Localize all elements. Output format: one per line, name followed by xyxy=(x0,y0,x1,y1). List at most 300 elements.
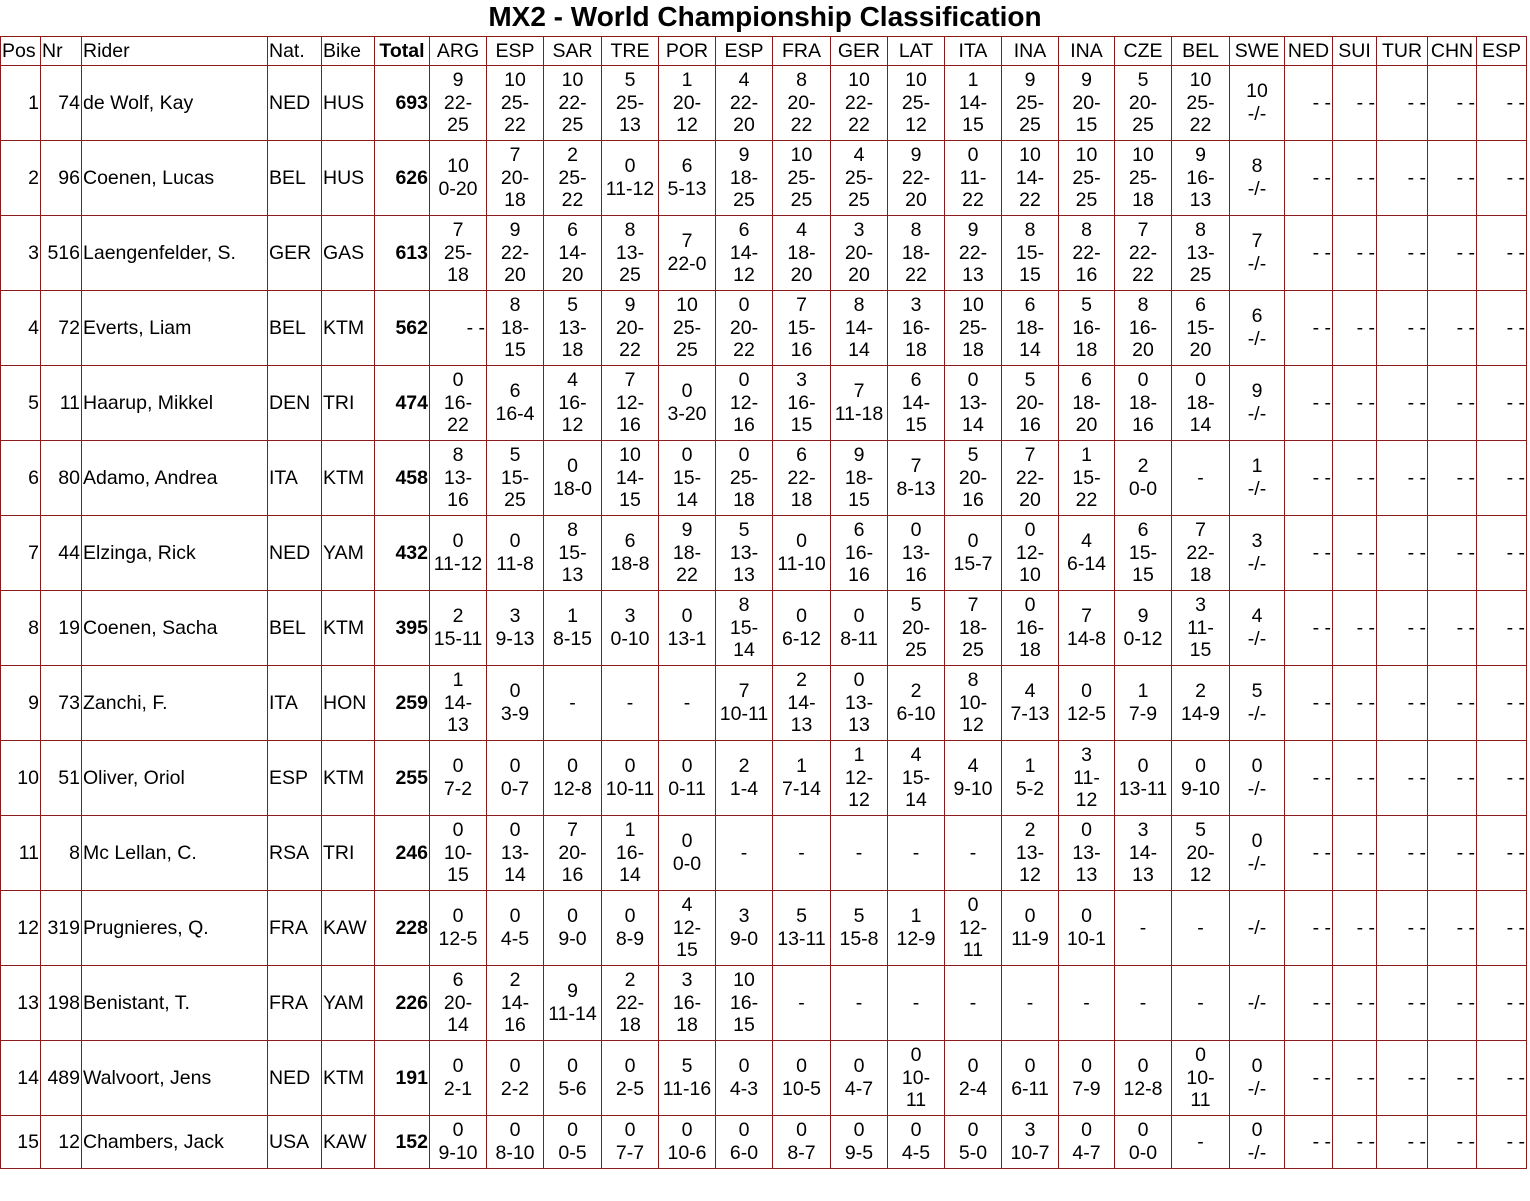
race-result-line: 0 xyxy=(967,530,979,553)
race-result-cell xyxy=(1115,1116,1172,1169)
race-result-cell xyxy=(1059,1116,1115,1169)
race-result-line: 5 xyxy=(796,905,807,928)
race-result-cell xyxy=(659,816,716,891)
race-result-line: 22 xyxy=(848,114,870,137)
race-result-line: - xyxy=(912,991,920,1014)
race-result-line: 13 xyxy=(733,564,755,587)
race-result-line: 0 xyxy=(624,155,636,178)
race-result-line: - - xyxy=(1312,691,1331,714)
race-result-line: - - xyxy=(1506,391,1525,414)
race-result-line: - - xyxy=(1312,991,1331,1014)
race-result-line: 5 xyxy=(567,293,578,316)
race-result-line: 15 xyxy=(1132,564,1154,587)
race-result-line: - - xyxy=(1312,541,1331,564)
race-result-line: 9 xyxy=(1137,605,1149,628)
race-result-cell xyxy=(773,1116,831,1169)
race-result-line: 6 xyxy=(509,380,521,403)
race-result-line: 7-7 xyxy=(615,1142,645,1164)
race-result-line: 4 xyxy=(967,755,979,778)
race-result-cell xyxy=(773,141,831,216)
race-result-line: 6 xyxy=(796,443,807,466)
race-result-cell xyxy=(1333,441,1377,516)
race-result-line: 0 xyxy=(1081,905,1092,928)
race-result-line: 20 xyxy=(733,114,755,137)
race-result-line: 13-11 xyxy=(777,928,826,950)
race-result-cell xyxy=(773,1041,831,1116)
race-result-line: 25 xyxy=(561,114,584,137)
race-result-line: 8 xyxy=(1024,218,1036,241)
race-result-cell xyxy=(1230,291,1285,366)
race-result-line: 10- xyxy=(901,1066,931,1089)
race-result-cell xyxy=(1377,816,1428,891)
race-result-cell xyxy=(831,741,888,816)
race-result-line: 0 xyxy=(509,755,521,778)
race-result-line: 12- xyxy=(615,391,645,414)
cell-pos: 1 xyxy=(1,66,41,141)
race-result-line: 15- xyxy=(1015,241,1045,264)
race-result-cell xyxy=(544,591,602,666)
race-result-line: 11-14 xyxy=(548,1003,597,1025)
race-result-line: 2 xyxy=(796,668,807,691)
race-result-line: 0 xyxy=(853,605,865,628)
cell-total: 458 xyxy=(375,441,430,516)
race-result-cell xyxy=(1477,816,1527,891)
race-result-line: - xyxy=(740,841,748,864)
race-result-cell xyxy=(1285,816,1333,891)
race-result-line: 16- xyxy=(443,391,473,414)
race-result-line: 0 xyxy=(1024,593,1036,616)
race-result-cell xyxy=(888,516,945,591)
race-result-line: 0 xyxy=(681,605,693,628)
col-header-race: ESP xyxy=(1477,37,1527,66)
race-result-cell xyxy=(716,66,773,141)
race-result-cell xyxy=(1333,1041,1377,1116)
cell-bike: KAW xyxy=(322,1116,375,1169)
race-result-line: 11-12 xyxy=(433,553,483,575)
race-result-cell xyxy=(1002,591,1059,666)
race-result-line: 22 xyxy=(790,114,813,137)
race-result-cell xyxy=(602,741,659,816)
race-result-line: 16 xyxy=(504,1014,526,1037)
race-result-line: 3 xyxy=(1251,530,1263,553)
race-result-cell xyxy=(773,816,831,891)
race-result-line: 16- xyxy=(844,541,874,564)
race-result-cell xyxy=(773,741,831,816)
race-result-cell xyxy=(659,591,716,666)
cell-total: 152 xyxy=(375,1116,430,1169)
race-result-line: 0 xyxy=(1251,1055,1263,1078)
race-result-line: 6 xyxy=(1137,518,1149,541)
race-result-line: 6 xyxy=(681,155,693,178)
race-result-line: 0 xyxy=(452,1119,464,1142)
race-result-cell xyxy=(544,1041,602,1116)
race-result-line: 20 xyxy=(561,264,584,287)
race-result-line: 18 xyxy=(1075,339,1098,362)
race-result-cell xyxy=(1172,1041,1230,1116)
race-result-cell xyxy=(1477,666,1527,741)
race-result-line: 0 xyxy=(910,518,922,541)
race-result-line: 22- xyxy=(1186,541,1215,564)
race-result-line: 0 xyxy=(1195,1043,1206,1066)
race-result-cell xyxy=(1230,1041,1285,1116)
race-result-line: 15 xyxy=(504,339,526,362)
race-result-cell xyxy=(831,366,888,441)
race-result-line: 4 xyxy=(853,143,865,166)
race-result-line: 16- xyxy=(1072,316,1101,339)
race-result-cell xyxy=(1285,141,1333,216)
race-result-cell xyxy=(1377,1116,1428,1169)
race-result-line: 25- xyxy=(500,91,530,114)
race-result-cell xyxy=(430,66,487,141)
race-result-line: 12- xyxy=(672,916,702,939)
cell-nr: 319 xyxy=(41,891,82,966)
race-result-line: 7 xyxy=(1251,230,1263,253)
race-result-cell xyxy=(1230,66,1285,141)
race-result-line: 7 xyxy=(509,143,521,166)
race-result-cell xyxy=(1377,966,1428,1041)
race-result-cell xyxy=(430,741,487,816)
race-result-line: 4 xyxy=(681,893,693,916)
race-result-cell xyxy=(659,441,716,516)
race-result-cell xyxy=(1172,291,1230,366)
race-result-cell xyxy=(831,516,888,591)
cell-rider: Mc Lellan, C. xyxy=(82,816,268,891)
race-result-cell xyxy=(1230,366,1285,441)
race-result-cell xyxy=(544,66,602,141)
race-result-line: 14- xyxy=(844,316,874,339)
race-result-line: 22- xyxy=(844,91,874,114)
race-result-line: - - xyxy=(1407,691,1426,714)
race-result-line: 2-4 xyxy=(958,1078,988,1100)
race-result-cell xyxy=(716,666,773,741)
cell-nat: BEL xyxy=(268,591,322,666)
cell-nat: NED xyxy=(268,516,322,591)
race-result-line: - - xyxy=(1312,91,1331,114)
race-result-cell xyxy=(716,816,773,891)
race-result-line: 10 xyxy=(1019,564,1041,587)
race-result-line: -/- xyxy=(1247,478,1267,500)
race-result-line: 12- xyxy=(729,391,759,414)
race-result-line: -/- xyxy=(1247,553,1267,575)
race-result-cell xyxy=(602,891,659,966)
race-result-line: 0 xyxy=(681,830,693,853)
race-result-line: 7 xyxy=(910,455,922,478)
race-result-line: 18- xyxy=(1186,391,1215,414)
race-result-line: 5-0 xyxy=(958,1142,988,1164)
race-result-cell xyxy=(1428,591,1477,666)
col-header-race: CZE xyxy=(1115,37,1172,66)
race-result-cell xyxy=(1333,216,1377,291)
race-result-line: 7 xyxy=(796,293,807,316)
race-result-line: 13- xyxy=(1072,841,1101,864)
race-result-line: -/- xyxy=(1247,916,1267,939)
race-result-line: 15 xyxy=(1019,264,1041,287)
race-result-cell xyxy=(659,516,716,591)
race-result-cell xyxy=(1059,366,1115,441)
race-result-line: 18- xyxy=(729,166,759,189)
race-result-line: 10 xyxy=(905,68,927,91)
race-result-cell xyxy=(773,591,831,666)
race-result-cell xyxy=(1377,591,1428,666)
race-result-line: 20 xyxy=(1189,339,1212,362)
race-result-line: 14 xyxy=(733,639,755,662)
race-result-cell xyxy=(1059,741,1115,816)
cell-nat: NED xyxy=(268,66,322,141)
race-result-line: 13- xyxy=(1186,241,1215,264)
race-result-cell xyxy=(831,891,888,966)
race-result-line: - - xyxy=(1456,316,1475,339)
race-result-cell xyxy=(602,441,659,516)
race-result-line: 10-1 xyxy=(1066,928,1107,950)
race-result-line: -/- xyxy=(1247,103,1267,125)
race-result-line: 11 xyxy=(905,1089,927,1112)
race-result-line: - - xyxy=(1312,316,1331,339)
race-result-line: 15- xyxy=(500,466,530,489)
col-header-race: TUR xyxy=(1377,37,1428,66)
race-result-line: 14- xyxy=(729,241,759,264)
race-result-line: 13- xyxy=(901,541,931,564)
race-result-line: 7 xyxy=(681,230,693,253)
race-result-line: - - xyxy=(1312,391,1331,414)
race-result-line: 10-6 xyxy=(667,1142,707,1164)
cell-bike: KTM xyxy=(322,1041,375,1116)
race-result-line: - - xyxy=(1456,616,1475,639)
race-result-cell xyxy=(1428,1041,1477,1116)
race-result-line: 8 xyxy=(910,218,922,241)
race-result-line: - xyxy=(912,841,920,864)
race-result-line: 5 xyxy=(1081,293,1092,316)
race-result-line: 25 xyxy=(848,189,870,212)
race-result-line: - - xyxy=(466,316,485,339)
race-result-line: 12 xyxy=(1019,864,1041,887)
race-result-cell xyxy=(1230,816,1285,891)
race-result-line: 0 xyxy=(452,1055,464,1078)
table-row xyxy=(1,1116,1527,1169)
col-header-race: SUI xyxy=(1333,37,1377,66)
race-result-line: 9 xyxy=(967,218,979,241)
race-result-line: 20- xyxy=(443,991,473,1014)
race-result-line: 2 xyxy=(910,680,922,703)
race-result-line: 3 xyxy=(1137,818,1149,841)
race-result-line: 15- xyxy=(1186,316,1215,339)
race-result-line: 20 xyxy=(504,264,526,287)
race-result-cell xyxy=(1428,666,1477,741)
race-result-line: 0 xyxy=(853,1119,865,1142)
race-result-line: 5 xyxy=(853,905,865,928)
race-result-cell xyxy=(1002,666,1059,741)
race-result-line: 18- xyxy=(1072,391,1101,414)
race-result-line: 22 xyxy=(447,414,469,437)
race-result-line: 1 xyxy=(1251,455,1263,478)
race-result-line: 13- xyxy=(729,541,759,564)
cell-nat: ITA xyxy=(268,666,322,741)
race-result-line: 25- xyxy=(615,91,645,114)
race-result-line: -/- xyxy=(1247,1142,1267,1164)
col-header-race: SAR xyxy=(544,37,602,66)
cell-nr: 73 xyxy=(41,666,82,741)
race-result-line: 18-0 xyxy=(552,478,593,500)
race-result-cell xyxy=(487,891,544,966)
race-result-line: 12-8 xyxy=(1123,1078,1163,1100)
race-result-cell xyxy=(1333,966,1377,1041)
cell-bike: GAS xyxy=(322,216,375,291)
race-result-line: 5 xyxy=(509,443,521,466)
race-result-line: 0 xyxy=(509,905,521,928)
race-result-line: 18- xyxy=(672,541,702,564)
race-result-cell xyxy=(602,816,659,891)
race-result-line: 9 xyxy=(624,293,636,316)
race-result-line: 6 xyxy=(1024,293,1036,316)
cell-rider: Everts, Liam xyxy=(82,291,268,366)
race-result-cell xyxy=(1285,591,1333,666)
race-result-cell xyxy=(659,1116,716,1169)
race-result-line: 1 xyxy=(1024,755,1036,778)
race-result-line: 22- xyxy=(500,241,530,264)
race-result-cell xyxy=(487,141,544,216)
race-result-line: 16- xyxy=(901,316,931,339)
race-result-line: 22- xyxy=(901,166,931,189)
race-result-line: 13-11 xyxy=(1118,778,1168,800)
race-result-line: 0 xyxy=(1137,368,1149,391)
race-result-line: 0 xyxy=(509,818,521,841)
cell-pos: 13 xyxy=(1,966,41,1041)
race-result-line: - - xyxy=(1356,91,1375,114)
race-result-line: -/- xyxy=(1247,403,1267,425)
race-result-line: 0-10 xyxy=(610,628,650,650)
race-result-cell xyxy=(1115,966,1172,1041)
race-result-line: 18 xyxy=(1132,189,1154,212)
race-result-cell xyxy=(888,366,945,441)
race-result-line: 22 xyxy=(1019,189,1041,212)
race-result-line: - xyxy=(969,991,977,1014)
race-result-cell xyxy=(1477,441,1527,516)
race-result-line: 2-5 xyxy=(615,1078,645,1100)
race-result-line: 0 xyxy=(509,680,521,703)
cell-total: 191 xyxy=(375,1041,430,1116)
race-result-cell xyxy=(1285,1116,1333,1169)
race-result-line: 7 xyxy=(1081,605,1092,628)
race-result-line: 14- xyxy=(443,691,473,714)
race-result-line: 0 xyxy=(1081,818,1092,841)
race-result-line: - - xyxy=(1356,1130,1375,1153)
race-result-cell xyxy=(831,291,888,366)
race-result-cell xyxy=(544,141,602,216)
cell-pos: 15 xyxy=(1,1116,41,1169)
cell-nat: FRA xyxy=(268,966,322,1041)
race-result-line: 18- xyxy=(1128,391,1158,414)
race-result-line: 11-9 xyxy=(1011,928,1049,950)
race-result-cell xyxy=(1285,516,1333,591)
race-result-cell xyxy=(1333,1116,1377,1169)
race-result-line: 18- xyxy=(958,616,988,639)
race-result-line: 11-10 xyxy=(777,553,826,575)
race-result-cell xyxy=(831,1041,888,1116)
table-row xyxy=(1,1041,1527,1116)
race-result-line: 22- xyxy=(729,91,759,114)
race-result-cell xyxy=(945,66,1002,141)
race-result-cell xyxy=(1172,741,1230,816)
race-result-line: 1 xyxy=(681,68,693,91)
race-result-line: 0 xyxy=(452,755,464,778)
race-result-line: 16 xyxy=(733,414,755,437)
race-result-line: 0 xyxy=(681,755,693,778)
race-result-cell xyxy=(602,1041,659,1116)
race-result-cell xyxy=(888,741,945,816)
race-result-line: 12 xyxy=(962,714,984,737)
race-result-cell xyxy=(430,441,487,516)
race-result-cell xyxy=(1428,216,1477,291)
race-result-cell xyxy=(945,966,1002,1041)
race-result-line: 7-9 xyxy=(1072,1078,1101,1100)
race-result-line: 12- xyxy=(844,766,874,789)
race-result-cell xyxy=(1477,216,1527,291)
race-result-line: 7 xyxy=(967,593,979,616)
cell-nr: 72 xyxy=(41,291,82,366)
race-result-line: 0 xyxy=(1137,1055,1149,1078)
race-result-line: 15 xyxy=(447,864,469,887)
race-result-line: 0 xyxy=(1251,1119,1263,1142)
race-result-cell xyxy=(1115,291,1172,366)
race-result-cell xyxy=(716,291,773,366)
race-result-line: 0 xyxy=(738,443,750,466)
race-result-cell xyxy=(1172,66,1230,141)
race-result-cell xyxy=(1333,141,1377,216)
race-result-line: 20 xyxy=(848,264,870,287)
race-result-line: 3 xyxy=(853,218,865,241)
cell-nat: BEL xyxy=(268,141,322,216)
race-result-line: 25- xyxy=(901,91,931,114)
race-result-line: 13- xyxy=(615,241,645,264)
race-result-cell xyxy=(1477,966,1527,1041)
race-result-line: 6 xyxy=(853,518,865,541)
race-result-cell xyxy=(1285,216,1333,291)
race-result-line: - - xyxy=(1356,616,1375,639)
race-result-line: 14- xyxy=(615,466,645,489)
race-result-cell xyxy=(487,441,544,516)
race-result-line: 14-9 xyxy=(1180,703,1221,725)
race-result-cell xyxy=(1230,741,1285,816)
race-result-cell xyxy=(1333,741,1377,816)
race-result-cell xyxy=(1059,66,1115,141)
race-result-cell xyxy=(1059,441,1115,516)
race-result-line: 0 xyxy=(738,1119,750,1142)
race-result-line: 15- xyxy=(787,316,816,339)
col-header-bike: Bike xyxy=(322,37,375,66)
race-result-cell xyxy=(1002,1041,1059,1116)
race-result-cell xyxy=(1428,516,1477,591)
race-result-cell xyxy=(1115,216,1172,291)
race-result-line: 16 xyxy=(447,489,469,512)
race-result-line: 0 xyxy=(738,293,750,316)
race-result-line: 7 xyxy=(452,218,464,241)
cell-nat: ITA xyxy=(268,441,322,516)
cell-rider: Benistant, T. xyxy=(82,966,268,1041)
race-result-line: - xyxy=(969,841,977,864)
race-result-cell xyxy=(945,516,1002,591)
race-result-cell xyxy=(1230,666,1285,741)
race-result-line: - - xyxy=(1312,1130,1331,1153)
race-result-line: 3-20 xyxy=(667,403,707,425)
race-result-cell xyxy=(602,666,659,741)
race-result-line: 12 xyxy=(1075,789,1098,812)
race-result-line: - - xyxy=(1312,466,1331,489)
race-result-cell xyxy=(1477,366,1527,441)
race-result-line: 5 xyxy=(681,1055,693,1078)
race-result-cell xyxy=(1230,966,1285,1041)
race-result-line: 4-5 xyxy=(500,928,530,950)
race-result-cell xyxy=(487,516,544,591)
cell-rider: de Wolf, Kay xyxy=(82,66,268,141)
